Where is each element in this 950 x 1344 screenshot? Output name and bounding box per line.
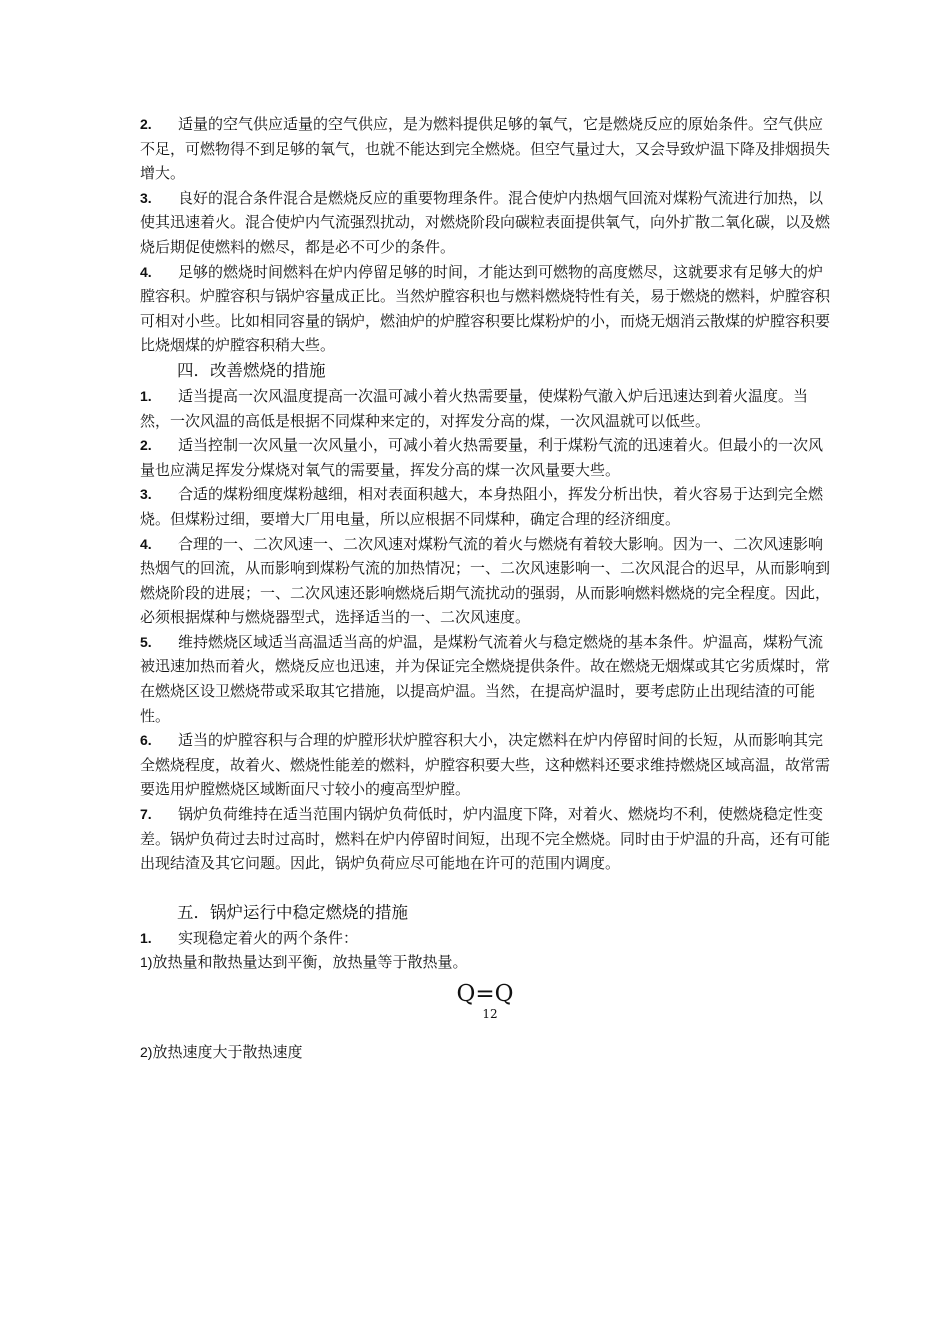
heat-balance-formula: [140, 980, 830, 1020]
paragraph-item: [140, 630, 830, 728]
item-text: 足够的燃烧时间燃料在炉内停留足够的时间，才能达到可燃物的高度燃尽，这就要求有足够大的炉膛容积。炉膛容积与锅炉容量成正比。当然炉膛容积也与燃料燃烧特性有关，易于燃烧的燃料，炉膛容积可相对小些。比如相同容量的锅炉，燃油炉的炉膛容积要比煤粉炉的小，而烧无烟消云散煤的炉膛容积要比烧烟煤的炉膛容积稍大些。: [140, 262, 831, 355]
item-number: 2.: [140, 116, 152, 132]
item-text: 适当的炉膛容积与合理的炉膛形状炉膛容积大小，决定燃料在炉内停留时间的长短，从而影响其完全燃烧程度，故着火、燃烧性能差的燃料，炉膛容积要大些，这种燃料还要求维持燃烧区域高温，故常需要选用炉膛燃烧区域断面尺寸较小的瘦高型炉膛。: [140, 731, 831, 799]
item-text: 适当控制一次风量一次风量小，可减小着火热需要量，利于煤粉气流的迅速着火。但最小的一次风量也应满足挥发分煤烧对氧气的需要量，挥发分高的煤一次风量要大些。: [140, 436, 824, 479]
condition-number: 1): [140, 954, 153, 971]
paragraph-item: [140, 260, 830, 358]
condition-text: 放热速度大于散热速度: [152, 1043, 303, 1062]
condition-number: 2): [140, 1044, 153, 1061]
section-heading-4: 四．改善燃烧的措施: [177, 360, 326, 380]
condition-1: [140, 950, 830, 974]
item-text: 良好的混合条件混合是燃烧反应的重要物理条件。混合使炉内热烟气回流对煤粉气流进行加热，以使其迅速着火。混合使炉内气流强烈扰动，对燃烧阶段向碳粒表面提供氧气，向外扩散二氧化碳，以及燃烧后期促使燃料的燃尽，都是必不可少的条件。: [140, 188, 831, 256]
item-number: 5.: [140, 633, 152, 650]
item-text: 适当提高一次风温度提高一次温可减小着火热需要量，使煤粉气澈入炉后迅速达到着火温度。当然，一次风温的高低是根据不同煤种来定的，对挥发分高的煤，一次风温就可以低些。: [140, 386, 809, 430]
item-number: 1.: [140, 387, 152, 404]
item-text: 适量的空气供应适量的空气供应，是为燃料提供足够的氧气，它是燃烧反应的原始条件。空气供应不足，可燃物得不到足够的氧气，也就不能达到完全燃烧。但空气量过大，又会导致炉温下降及排烟损失增大。: [140, 115, 831, 183]
section-heading-5: 五．锅炉运行中稳定燃烧的措施: [177, 902, 408, 922]
item-text: 实现稳定着火的两个条件：: [178, 928, 359, 947]
item-text: 合理的一、二次风速一、二次风速对煤粉气流的着火与燃烧有着较大影响。因为一、二次风速影响热烟气的回流，从而影响到煤粉气流的加热情况；一、二次风速影响一、二次风混合的迟早，从而影响到燃烧阶段的进展；一、二次风速还影响燃烧后期气流扰动的强弱，从而影响燃料燃烧的完全程度。因此，必须根据煤种与燃烧器型式，选择适当的一、二次风速度。: [140, 534, 831, 627]
paragraph-item: [140, 112, 830, 186]
item-number: 2.: [140, 437, 152, 454]
item-text: 维持燃烧区域适当高温适当高的炉温，是煤粉气流着火与稳定燃烧的基本条件。炉温高，煤粉气流被迅速加热而着火，燃烧反应也迅速，并为保证完全燃烧提供条件。故在燃烧无烟煤或其它劣质煤时，常在燃烧区设卫燃烧带或采取其它措施，以提高炉温。当然，在提高炉温时，要考虑防止出现结渣的可能性。: [140, 632, 831, 725]
item-number: 4.: [140, 263, 152, 280]
item-number: 4.: [140, 535, 152, 552]
paragraph-item: [140, 186, 830, 260]
paragraph-item: [140, 802, 830, 876]
item-number: 3.: [140, 486, 152, 503]
item-number: 6.: [140, 732, 152, 749]
paragraph-item: [140, 482, 830, 531]
document-page: [140, 112, 830, 1064]
formula-equation: Q=Q: [456, 981, 514, 1008]
paragraph-item: [140, 433, 830, 482]
paragraph-item: [140, 532, 830, 630]
item-number: 3.: [140, 189, 152, 206]
item-number: 1.: [140, 929, 152, 946]
paragraph-item: [140, 926, 830, 951]
item-text: 合适的煤粉细度煤粉越细，相对表面积越大，本身热阻小，挥发分析出快，着火容易于达到完全燃烧。但煤粉过细，要增大厂用电量，所以应根据不同煤种，确定合理的经济细度。: [140, 485, 824, 528]
condition-text: 放热量和散热量达到平衡，放热量等于散热量。: [152, 953, 468, 972]
item-number: 7.: [140, 806, 152, 823]
paragraph-item: [140, 728, 830, 802]
formula-subscripts: 12: [482, 1007, 498, 1022]
item-text: 锅炉负荷维持在适当范围内锅炉负荷低时，炉内温度下降，对着火、燃烧均不利，使燃烧稳定性变差。锅炉负荷过去时过高时，燃料在炉内停留时间短，出现不完全燃烧。同时由于炉温的升高，还有可能出现结渣及其它问题。因此，锅炉负荷应尽可能地在许可的范围内调度。: [140, 805, 831, 873]
condition-2: [140, 1040, 830, 1064]
paragraph-item: [140, 384, 830, 433]
